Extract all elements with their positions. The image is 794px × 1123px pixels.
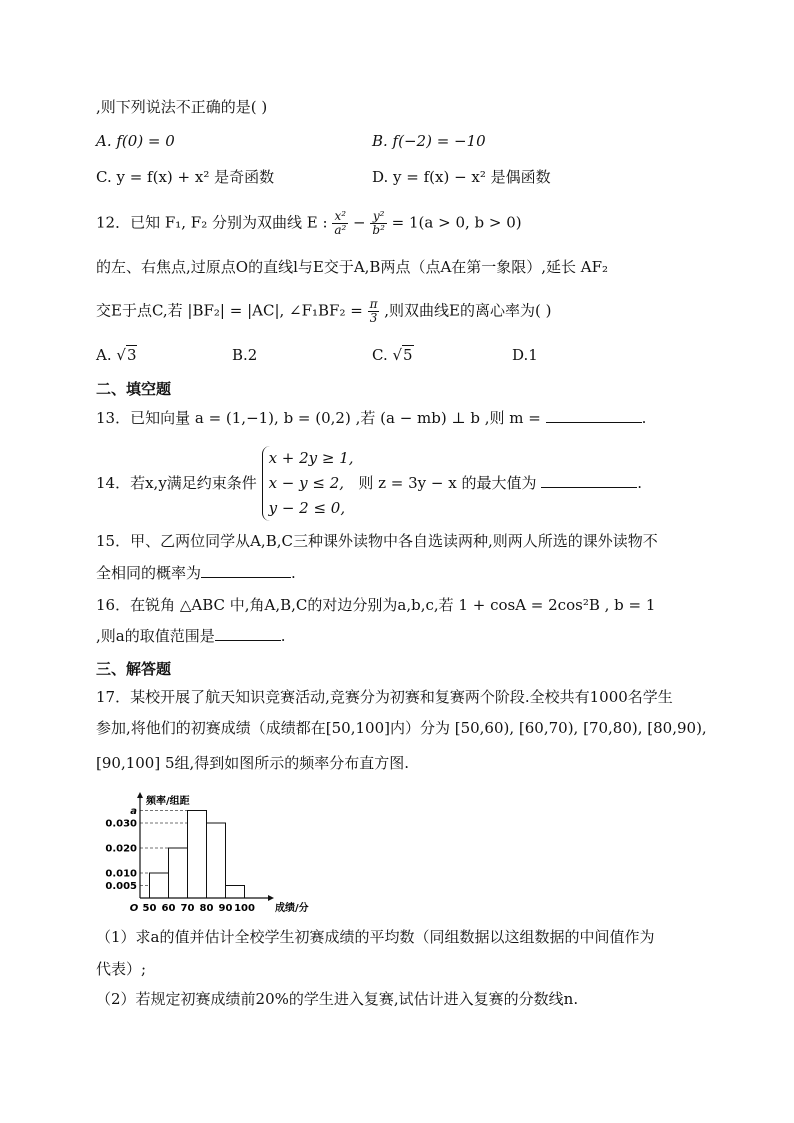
q12-option-b[interactable]: B.2 — [232, 346, 258, 364]
q12-line2: 的左、右焦点,过原点O的直线l与E交于A,B两点（点A在第一象限）,延长 AF₂ — [96, 258, 609, 276]
q17-line3: [90,100] 5组,得到如图所示的频率分布直方图. — [96, 754, 410, 772]
answer-blank[interactable] — [215, 624, 281, 641]
y-tick-label: a — [130, 806, 137, 817]
q15-line1: 15．甲、乙两位同学从A,B,C三种课外读物中各自选读两种,则两人所选的课外读物不 — [96, 532, 658, 550]
q11-stem: ,则下列说法不正确的是( ) — [96, 98, 268, 116]
y-tick-label: 0.020 — [105, 843, 137, 855]
answer-blank[interactable] — [541, 471, 637, 488]
x-tick-label: 90 — [218, 903, 233, 914]
y-tick-label: 0.010 — [105, 868, 137, 880]
q12-line3: 交E于点C,若 |BF₂| = |AC|, ∠F₁BF₂ = $\frac{\pi}{3}$ ,则双曲线E的离心率为( ) — [96, 297, 552, 325]
frequency-histogram — [100, 790, 320, 918]
histogram-bar — [188, 811, 207, 899]
x-tick-label: 80 — [199, 903, 214, 914]
answer-blank[interactable] — [201, 561, 291, 578]
x-axis-arrow-icon — [268, 895, 274, 901]
histogram-bar — [226, 886, 245, 899]
q12-line1: 12．已知 F₁, F₂ 分别为双曲线 E : $\frac{\text{x²}}{\text{a²}}$ − $\frac{\text{y²}}{\text{b²}}$ = 1(a > 0, b > 0) — [96, 209, 522, 237]
x-tick-label: 60 — [161, 903, 176, 914]
histogram-bar — [207, 823, 226, 898]
origin-label: O — [129, 903, 139, 914]
constraint-system: x + 2y ≥ 1, x − y ≤ 2, y − 2 ≤ 0, — [262, 446, 354, 521]
x-tick-label: 100 — [234, 903, 255, 914]
x-axis-label: 成绩/分 — [275, 903, 309, 914]
histogram-bar — [169, 848, 188, 898]
q11-option-d[interactable]: D. y = f(x) − x² 是偶函数 — [372, 168, 551, 186]
q17-part1-line2: 代表）; — [96, 960, 147, 978]
q12-option-d[interactable]: D.1 — [512, 346, 538, 364]
q11-option-c[interactable]: C. y = f(x) + x² 是奇函数 — [96, 168, 275, 186]
q11-option-b[interactable]: B. f(−2) = −10 — [372, 132, 486, 150]
q17-part2: （2）若规定初赛成绩前20%的学生进入复赛,试估计进入复赛的分数线n. — [96, 990, 579, 1008]
q13: 13．已知向量 a = (1,−1), b = (0,2) ,若 (a − mb) ⊥ b ,则 m = . — [96, 406, 646, 429]
q14: 14．若x,y满足约束条件 x + 2y ≥ 1, x − y ≤ 2, y − 2 ≤ 0, 则 z = 3y − x 的最大值为 . — [96, 446, 642, 521]
section-heading-solutions: 三、解答题 — [96, 660, 172, 678]
y-axis-label: 频率/组距 — [146, 796, 190, 807]
q17-line1: 17．某校开展了航天知识竞赛活动,竞赛分为初赛和复赛两个阶段.全校共有1000名学生 — [96, 688, 673, 706]
answer-blank[interactable] — [546, 406, 642, 423]
q12-option-c[interactable]: C. √5 — [372, 346, 413, 364]
x-tick-label: 50 — [142, 903, 157, 914]
y-tick-label: 0.005 — [105, 881, 137, 892]
q16-line2: ,则a的取值范围是 . — [96, 624, 286, 647]
sqrt-icon: √ — [116, 346, 126, 364]
q11-option-a[interactable]: A. f(0) = 0 — [96, 132, 175, 150]
q17-line2: 参加,将他们的初赛成绩（成绩都在[50,100]内）分为 [50,60), [60,70), [70,80), [80,90), — [96, 719, 707, 737]
y-axis-arrow-icon — [137, 792, 143, 798]
histogram-bar — [150, 873, 169, 898]
y-tick-label: 0.030 — [105, 818, 137, 830]
section-heading-fill-in: 二、填空题 — [96, 380, 172, 398]
q12-frac-x: $\frac{\text{x²}}{\text{a²}}$ — [334, 209, 347, 237]
q12-frac-y: $\frac{\text{y²}}{\text{b²}}$ — [372, 209, 385, 237]
q15-line2: 全相同的概率为 . — [96, 561, 296, 584]
x-tick-label: 70 — [180, 903, 195, 914]
sqrt-icon: √ — [392, 346, 403, 364]
q16-line1: 16．在锐角 △ABC 中,角A,B,C的对边分别为a,b,c,若 1 + cosA = 2cos²B , b = 1 — [96, 596, 656, 614]
q12-option-a[interactable]: A. √3 — [96, 346, 137, 364]
q17-part1-line1: （1）求a的值并估计全校学生初赛成绩的平均数（同组数据以这组数据的中间值作为 — [96, 928, 655, 946]
q12-frac-pi: $\frac{\pi}{3}$ — [369, 297, 378, 325]
